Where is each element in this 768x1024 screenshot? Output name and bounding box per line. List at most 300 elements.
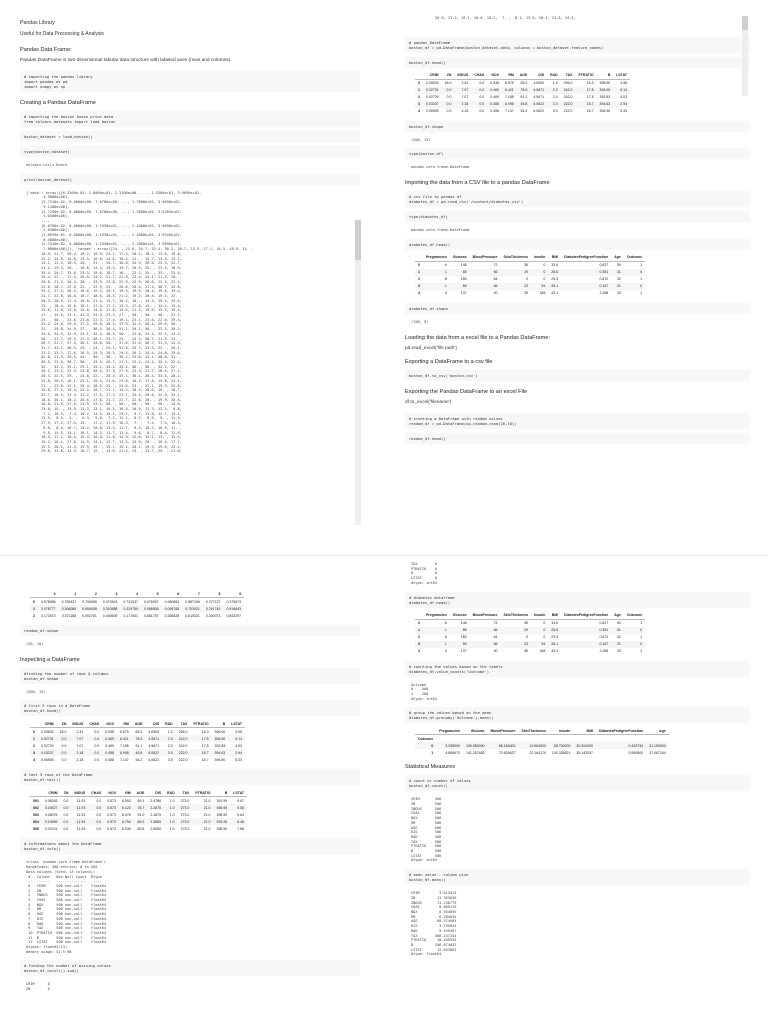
table-cell: 0.0: [61, 743, 67, 748]
table-row: [415, 290, 645, 297]
column-header: [30, 789, 42, 797]
column-header: RM: [502, 72, 517, 80]
table-cell: 0.261749: [203, 605, 224, 612]
random-head-table: [30, 590, 244, 619]
code-cell-missing[interactable]: # finding the number of missing values boston_df.isnull().sum(): [20, 960, 360, 976]
table-cell: 0.469: [487, 87, 502, 94]
row-index: 0: [418, 81, 420, 86]
table-cell: 0.286828: [164, 613, 180, 618]
table-cell: 0.0: [57, 735, 70, 742]
column-header: NOX: [102, 720, 117, 728]
row-index: 2: [418, 635, 420, 640]
row-index: 0: [415, 742, 436, 749]
inspect-heading: Inspecting a DataFrame: [20, 656, 80, 663]
row-index: 2: [418, 277, 420, 282]
table-row: [415, 641, 645, 648]
table-cell: 0.458: [105, 757, 114, 762]
table-cell: 0.0: [479, 95, 485, 100]
table-cell: 33: [616, 291, 621, 296]
dataframe-description: Pandas DataFrame is two-dimensional tabular data structure with labeled axes (rows and columns).: [20, 58, 232, 63]
table-cell: 0.04741: [44, 826, 58, 831]
table-cell: 0.377137: [205, 599, 221, 604]
notebook-panel-top-left: [20, 20, 360, 550]
column-header: 7: [182, 590, 203, 598]
row-index: 3: [415, 101, 423, 108]
table-cell: 0.0: [61, 804, 72, 811]
scrollbar-thumb[interactable]: [742, 16, 748, 30]
column-header: SkinThickness: [501, 254, 532, 262]
table-cell: 0.458: [490, 109, 499, 114]
table-cell: 66: [470, 269, 501, 276]
code-cell-random-head[interactable]: random_df.head(): [405, 433, 750, 444]
table-cell: 6.794: [119, 818, 134, 825]
table-cell: 0.429734: [596, 742, 646, 749]
table-cell: 0: [543, 621, 546, 626]
row-index: 502: [30, 804, 42, 811]
output-shape: (506, 13): [411, 137, 431, 142]
table-cell: 0.627: [599, 263, 609, 268]
table-cell: 242.0: [178, 743, 188, 748]
table-cell: 100.335821: [551, 750, 571, 755]
code-cell-read-csv[interactable]: # csv file to pandas df diabetes_df = pd.read_csv('/content/diabetes.csv'): [405, 191, 750, 207]
export-csv-heading: Exporting a DataFrame to a csv file: [405, 358, 493, 365]
table-cell: 6.998: [117, 749, 132, 756]
table-cell: 7.88: [237, 826, 244, 831]
code-cell-load[interactable]: boston_dataset = load_boston(): [20, 131, 360, 142]
table-cell: 69.1: [137, 798, 145, 803]
output-rows-cols: (506, 13): [26, 689, 46, 694]
table-cell: 11.93: [71, 804, 88, 811]
column-header: 8: [203, 590, 224, 598]
table-cell: 50: [616, 263, 621, 268]
table-cell: 64: [493, 635, 498, 640]
code-cell-value-counts[interactable]: # counting the values based on the labels diabetes_df.value_counts('Outcome'): [405, 661, 750, 677]
table-cell: 2.288: [599, 291, 609, 296]
table-cell: 7.07: [454, 87, 471, 94]
scrollbar-thumb[interactable]: [355, 220, 361, 260]
column-header: AGE: [132, 720, 146, 728]
table-cell: 2.0: [162, 735, 176, 742]
table-cell: 7.147: [505, 109, 514, 114]
table-cell: 0.06263: [44, 798, 58, 803]
table-cell: 0: [444, 291, 447, 296]
column-header: TAX: [176, 720, 191, 728]
table-cell: 21: [611, 641, 624, 648]
table-cell: 21.0: [192, 804, 213, 811]
code-cell-type-diabetes[interactable]: type(diabetes_df): [405, 211, 750, 222]
table-cell: 30.304200: [573, 742, 596, 749]
code-cell-last5[interactable]: # last 5 rows of the DataFrame boston_df.tail(): [20, 769, 360, 785]
output-missing-tail: TAX 0 PTRATIO 0 B 0 LSTAT 0 dtype: int64: [411, 562, 437, 585]
table-cell: 29: [501, 627, 532, 634]
table-cell: 273.0: [180, 812, 190, 817]
column-header: Age: [611, 612, 624, 620]
library-subtitle: Useful for Data Processing & Analysis: [20, 31, 104, 37]
table-cell: 7.147: [120, 757, 129, 762]
table-cell: 0.06076: [44, 812, 58, 817]
table-cell: 0.167: [561, 283, 611, 290]
table-cell: 94: [531, 283, 548, 290]
table-cell: 4.98: [235, 729, 243, 734]
table-cell: 0: [624, 627, 645, 634]
table-cell: 23: [501, 641, 532, 648]
table-cell: 0: [624, 269, 645, 276]
table-cell: 1.0: [169, 812, 175, 817]
table-cell: 0.573: [107, 812, 116, 817]
row-index: 4: [33, 757, 35, 762]
table-cell: 0.071186: [61, 613, 77, 618]
table-cell: 31: [611, 269, 624, 276]
table-cell: 222.0: [561, 101, 576, 108]
table-cell: 0.167: [561, 641, 611, 648]
table-cell: 0.573: [107, 798, 116, 803]
table-cell: 54.2: [520, 109, 528, 114]
column-header: RAD: [162, 720, 176, 728]
table-cell: 4.03: [620, 95, 628, 100]
export-excel-snippet: df.to_excel('filename'): [405, 399, 452, 405]
table-cell: 0.0: [61, 818, 72, 825]
column-header: 6: [162, 590, 183, 598]
table-cell: 3.0: [552, 109, 558, 114]
table-cell: 137: [460, 291, 467, 296]
table-cell: 222.0: [178, 757, 188, 762]
table-cell: 18.7: [575, 101, 596, 108]
column-header: BMI: [573, 727, 596, 735]
column-header: CHAS: [88, 789, 104, 797]
table-cell: 0.0: [442, 87, 455, 94]
row-index: 2: [33, 743, 35, 748]
table-cell: 72: [493, 621, 498, 626]
table-cell: 6.421: [117, 735, 132, 742]
table-cell: 394.63: [597, 101, 614, 108]
table-cell: 6.120: [119, 804, 134, 811]
table-cell: 0.172673: [40, 613, 56, 618]
table-cell: 1: [423, 283, 450, 290]
table-cell: 148: [460, 621, 467, 626]
table-cell: 0.00632: [425, 81, 439, 86]
table-cell: 242.0: [561, 87, 576, 94]
table-cell: 2.5050: [150, 826, 162, 831]
code-cell-boston-head[interactable]: boston_df.head(): [405, 57, 750, 68]
table-cell: 31: [611, 627, 624, 634]
table-cell: 0.0: [57, 749, 70, 756]
table-cell: 1.0: [552, 81, 558, 86]
table-row: [30, 797, 247, 805]
table-cell: 65.2: [520, 81, 528, 86]
table-cell: [549, 735, 574, 743]
table-cell: 3.0: [547, 101, 561, 108]
table-cell: 6.575: [120, 729, 129, 734]
table-cell: 0.329789: [120, 605, 141, 612]
table-cell: 0.300073: [205, 613, 221, 618]
table-cell: 43.1: [551, 649, 559, 654]
library-title: Pandas Library: [20, 20, 55, 26]
table-cell: 22.164179: [529, 750, 546, 755]
code-cell-first5[interactable]: # first 5 rows in a DataFrame boston_df.head(): [20, 700, 360, 716]
table-cell: 0.573: [104, 804, 119, 811]
table-row: [415, 627, 645, 634]
table-cell: 396.90: [216, 826, 228, 831]
code-cell-shape[interactable]: boston_df.shape: [405, 121, 750, 132]
table-cell: 2.1675: [150, 812, 162, 817]
code-cell-info[interactable]: # informations about the DataFrame boston_df.info(): [20, 838, 360, 854]
table-cell: 168: [539, 291, 546, 296]
code-cell-boston-import[interactable]: # importing the boston house price data from sklearn.datasets import load_boston: [20, 111, 360, 127]
table-cell: 0.0: [446, 109, 452, 114]
table-cell: 0.099768: [162, 605, 183, 612]
table-cell: 9.14: [228, 735, 245, 742]
table-cell: 78.9: [517, 87, 531, 94]
row-index: 0: [418, 263, 420, 268]
column-header: SkinThickness: [501, 612, 532, 620]
table-cell: 31.190000: [646, 742, 669, 749]
column-header: DIS: [147, 789, 164, 797]
table-cell: 61.1: [135, 743, 143, 748]
table-cell: 0.492605: [102, 613, 118, 618]
table-cell: 26.6: [548, 627, 561, 634]
table-cell: 0.0: [63, 812, 69, 817]
table-cell: 35: [524, 291, 529, 296]
table-cell: [518, 735, 549, 743]
table-cell: 0.0: [96, 812, 102, 817]
table-cell: 3.0: [162, 749, 176, 756]
table-cell: 94: [531, 641, 548, 648]
code-cell-type-df[interactable]: type(boston_df): [405, 148, 750, 159]
table-row: [415, 742, 669, 749]
column-header: Pregnancies: [436, 727, 463, 735]
page-scrollbar[interactable]: [742, 16, 748, 96]
table-cell: 1.0: [169, 826, 175, 831]
table-row: [30, 735, 245, 742]
column-header: LSTAT: [228, 720, 245, 728]
table-cell: 396.90: [599, 81, 611, 86]
table-cell: 6: [444, 263, 447, 268]
table-cell: 0: [543, 263, 546, 268]
column-header: [415, 612, 423, 620]
table-cell: 4.03: [235, 743, 243, 748]
code-cell-type[interactable]: type(boston_dataset): [20, 146, 360, 157]
table-cell: 28.1: [548, 641, 561, 648]
table-cell: 0.672: [599, 635, 609, 640]
table-cell: 64: [493, 277, 498, 282]
table-cell: 45.8: [132, 749, 146, 756]
column-header: 1: [59, 590, 80, 598]
table-cell: 1: [640, 635, 643, 640]
code-cell-diabetes-head[interactable]: diabetes_df.head(): [405, 239, 750, 250]
table-cell: 11.93: [71, 818, 88, 825]
output-value-counts: Outcome 0 500 1 268 dtype: int64: [411, 682, 437, 701]
table-cell: 0.0: [96, 798, 102, 803]
table-row: [415, 261, 645, 269]
table-cell: 168: [539, 649, 546, 654]
table-cell: 1.0: [164, 804, 178, 811]
table-row: [415, 94, 630, 101]
table-cell: 0.606008: [79, 605, 100, 612]
table-cell: 33.6: [551, 263, 559, 268]
column-header: B: [212, 720, 229, 728]
table-cell: 7.07: [76, 743, 84, 748]
table-cell: 0: [444, 649, 447, 654]
table-cell: 68.184000: [488, 742, 519, 749]
table-cell: 21.0: [203, 798, 211, 803]
column-header: Insulin: [549, 727, 574, 735]
row-index: 505: [33, 826, 39, 831]
table-cell: 109.980000: [463, 742, 488, 749]
table-cell: 18.0: [59, 729, 67, 734]
row-index: 1: [30, 605, 38, 612]
table-cell: 26.6: [548, 269, 561, 276]
table-cell: 89: [450, 283, 470, 290]
notebook-panel-bottom-left: [20, 560, 360, 1024]
row-index: 504: [30, 818, 42, 825]
table-cell: 6.593: [121, 798, 131, 803]
table-cell: 40: [493, 291, 498, 296]
table-cell: 2.3889: [147, 818, 164, 825]
code-cell-import[interactable]: # importing the pandas library import pandas as pd import numpy as np: [20, 71, 360, 92]
table-cell: 18.7: [586, 109, 594, 114]
table-cell: 0: [531, 269, 548, 276]
table-cell: 45.8: [517, 101, 531, 108]
code-cell-print[interactable]: print(boston_dataset): [20, 174, 360, 185]
table-cell: 0.02731: [38, 735, 57, 742]
table-row: [415, 634, 645, 641]
code-cell-diabetes-shape[interactable]: diabetes_df.shape: [405, 303, 750, 314]
table-cell: 394.63: [212, 749, 229, 756]
table-cell: [596, 735, 646, 743]
table-cell: 391.99: [216, 798, 228, 803]
table-cell: 6.0622: [145, 749, 162, 756]
column-header: LSTAT: [613, 72, 630, 80]
table-cell: 141.257463: [466, 750, 485, 755]
table-cell: 66: [470, 641, 501, 648]
table-cell: 1: [640, 291, 643, 296]
table-cell: 2.288: [599, 649, 609, 654]
column-header: Glucose: [463, 727, 488, 735]
table-cell: 40: [493, 649, 498, 654]
table-cell: 1: [640, 649, 643, 654]
output-scrollbar[interactable]: [355, 220, 361, 525]
table-cell: 0.706065: [82, 599, 97, 604]
row-index: 4: [418, 291, 420, 296]
table-cell: 0.370304: [102, 599, 118, 604]
table-cell: 0.206086: [59, 605, 80, 612]
table-cell: 17.8: [201, 743, 209, 748]
column-header: BMI: [548, 254, 561, 262]
row-index: 3: [30, 749, 38, 756]
table-cell: 8: [444, 277, 447, 282]
output-type-diabetes: pandas.core.frame.DataFrame: [411, 228, 470, 233]
table-cell: 1: [640, 621, 643, 626]
code-cell-groupby[interactable]: # group the values based on the mean diabetes_df.groupby('Outcome').mean(): [405, 707, 750, 723]
code-cell-rows-cols[interactable]: #finding the number of rows & columns boston_df.shape: [20, 668, 360, 684]
table-cell: 0.03237: [423, 101, 442, 108]
code-cell-count[interactable]: # count or number of values boston_df.count(): [405, 775, 750, 791]
code-cell-random-shape[interactable]: random_df.shape: [20, 625, 360, 636]
table-cell: 392.83: [599, 95, 611, 100]
table-cell: 0.177601: [123, 613, 138, 618]
output-type: sklearn.utils.Bunch: [26, 163, 68, 167]
table-cell: 0.753921: [182, 605, 203, 612]
excel-heading: Loading the data from a excel file to a Pandas DataFrame:: [405, 334, 550, 341]
table-cell: 0.0: [94, 729, 100, 734]
table-cell: 11.93: [76, 798, 86, 803]
table-cell: 0.06905: [425, 109, 439, 114]
table-cell: 15.3: [586, 81, 594, 86]
table-cell: 0.10959: [42, 818, 61, 825]
code-cell-diabetes-df[interactable]: # diabetes dataframe diabetes_df.head(): [405, 592, 750, 608]
code-cell-random[interactable]: # creating a DataFrame with random values random_df = pd.DataFrame(np.random.rand(20,10)): [405, 413, 750, 429]
column-header: [415, 254, 423, 262]
table-cell: 0: [543, 635, 546, 640]
row-index: 1: [415, 627, 423, 634]
table-cell: 9.08: [230, 804, 247, 811]
table-cell: 89.3: [134, 818, 148, 825]
table-cell: 70.824627: [498, 750, 516, 755]
table-cell: 0.627: [599, 621, 609, 626]
table-cell: 3.0: [167, 757, 173, 762]
column-header: PTRATIO: [192, 789, 213, 797]
table-cell: 4.0900: [533, 81, 545, 86]
table-cell: 23: [501, 283, 532, 290]
output-count: CRIM 506 ZN 506 INDUS 506 CHAS 506 NOX 506 RM 506 AGE 506 DIS 506 RAD 506 TAX 506 PTRATIO 506 B 506 LSTAT 506 dtype: int64: [411, 797, 442, 863]
notebook-panel-bottom-right: [405, 560, 750, 1024]
table-cell: 0.375573: [226, 599, 242, 604]
table-row: [415, 749, 669, 756]
table-cell: 28.1: [548, 283, 561, 290]
output-missing: CRIM 0 ZN 0: [26, 982, 50, 992]
column-header: 4: [120, 590, 141, 598]
table-cell: 273.0: [178, 804, 193, 811]
code-cell-boston-df[interactable]: # pandas DataFrame boston_df = pd.DataFrame(boston_dataset.data, columns = boston_dataset.feature_names): [405, 37, 750, 53]
column-header: Outcome: [624, 612, 645, 620]
table-row: [415, 619, 645, 627]
table-cell: 2.0: [167, 743, 173, 748]
notebook-panel-top-right: [405, 14, 750, 550]
table-cell: 21.0: [203, 826, 211, 831]
dataframe-heading: Pandas Data Frame:: [20, 47, 72, 53]
table-row: [30, 811, 247, 818]
output-print: {'data': array([[6.3200e-03, 1.8000e+01, 2.3100e+00, ..., 1.5300e+01, 3.9690e+02, 4.9800e+00], [2.7310e-02, 0.0000e+00, 7.0700e+00, ..., 1.7800e+01, 3.9690e+02, 9.1400e+00], [2.7290e-02, 0.0000e+00, 7.0700e+00, ..., 1.7800e+01, 3.9283e+02, 4.0300e+00], ..., [6.0760e-02, 0.0000e+00, 1.1930e+01, ..., 2.1000e+01, 3.9690e+02, 5.6400e+00], [1.0959e-01, 0.0000e+00, 1.1930e+01, ..., 2.1000e+01, 3.9345e+02, 6.4800e+00], [4.7410e-02, 0.0000e+00, 1.1930e+01, ..., 2.1000e+01, 3.9690e+02, 7.8800e+00]]), 'target': array([24. , 21.6, 34.7, 33.4, 36.2, 28.7, 22.9, 27.1, 16.5, 18.9, 15. , 18.9, 21.7, 20.4, 18.2, 19.9, 23.1, 17.5, 20.2, 18.2, 13.6, 19.6, 15.2, 14.5, 15.6, 13.9, 16.6, 14.8, 18.4, 21. , 12.7, 14.5, 13.2, 13.1, 13.5, 18.9, 20. , 21. , 24.7, 30.8, 34.9, 26.6, 25.3, 24.7, 21.2, 19.3, 20. , 16.6, 14.4, 19.4, 19.7, 20.5, 25. , 23.4, 18.9, 35.4, 24.7, 31.6, 23.3, 19.6, 18.7, 16. , 22.2, 25. , 33. , 23.5, 19.4, 22. , 17.4, 20.9, 24.2, 21.7, 22.8, 23.4, 24.1, 21.4, 20. , 20.8, 21.2, 20.3, 28. , 23.9, 24.8, 22.9, 23.9, 26.6, 22.5, 22.2, 23.6, 28.7, 22.6, 22. , 22.9, 25. , 20.6, 28.4, 21.4, 38.7, 43.8, 33.2, 27.5, 26.5, 18.6, 19.3, 20.1, 19.5, 19.5, 20.4, 19.8, 19.4, 21.7, 22.8, 18.8, 18.7, 18.5, 18.3, 21.2, 19.2, 20.4, 19.3, 22. , 20.3, 20.5, 17.3, 18.8, 21.4, 15.7, 16.2, 18. , 14.3, 19.2, 19.6, 23. , 18.4, 15.6, 18.1, 17.4, 17.1, 13.3, 17.8, 14. , 14.4, 13.4, 15.6, 11.8, 13.8, 15.6, 14.6, 17.8, 15.4, 21.5, 19.6, 15.3, 19.4, 17. , 15.6, 13.1, 41.3, 24.3, 23.3, 27. , 50. , 50. , 50. , 22.7, 25. , 50. , 23.8, 23.8, 22.3, 17.4, 19.1, 23.1, 23.6, 22.6, 29.4, 23.2, 24.6, 29.9, 37.2, 39.8, 36.2, 37.9, 32.5, 26.4, 29.6, 50. , 32. , 29.8, 34.9, 37. , 30.5, 36.4, 31.1, 29.1, 50. , 33.3, 30.3, 34.6, 34.9, 32.9, 24.1, 42.3, 48.5, 50. , 22.6, 24.4, 22.5, 24.4, 20. , 21.7, 19.3, 22.4, 28.1, 23.7, 25. , 23.3, 28.7, 21.5, 23. , 26.7, 21.7, 27.5, 30.1, 44.8, 50. , 37.6, 31.6, 46.7, 31.5, 24.3, 31.7, 41.7, 48.3, 29. , 24. , 25.1, 31.5, 23.7, 23.3, 22. , 20.1, 22.2, 23.7, 17.6, 18.5, 24.3, 20.5, 24.5, 26.2, 24.4, 24.8, 29.6, 42.8, 21.9, 20.9, 44. , 50. , 36. , 30.1, 33.8, 43.1, 48.8, 31. , 36.5, 22.8, 30.7, 50. , 43.5, 20.7, 21.1, 25.2, 24.4, 35.2, 32.4, 32. , 33.2, 33.1, 29.1, 35.1, 45.4, 35.4, 46. , 50. , 32.2, 22. , 20.1, 23.2, 22.3, 24.8, 28.5, 37.3, 27.9, 23.9, 21.7, 28.6, 27.1, 20.3, 22.5, 29. , 24.8, 22. , 26.4, 33.1, 36.1, 28.4, 33.4, 28.2, 22.8, 20.3, 16.1, 22.1, 19.4, 21.6, 23.8, 16.2, 17.8, 19.8, 23.1, 21. , 23.8, 23.1, 20.4, 18.5, 25. , 24.6, 23. , 22.2, 19.3, 22.6, 19.8, 17.1, 19.4, 22.2, 20.7, 21.1, 19.5, 18.5, 20.6, 19. , 18.7, 32.7, 16.5, 23.9, 31.2, 17.5, 17.2, 23.1, 24.5, 26.6, 22.9, 24.1, 18.6, 30.1, 18.2, 20.6, 17.8, 21.7, 22.7, 22.6, 25. , 19.9, 20.8, 16.8, 21.9, 27.5, 21.9, 23.1, 50. , 50. , 50. , 50. , 50. , 13.8, 13.8, 15. , 13.9, 13.3, 13.1, 10.2, 10.4, 10.9, 11.3, 12.3, 8.8, 7.2, 10.5, 7.4, 10.2, 11.5, 15.1, 23.2, 9.7, 13.8, 12.7, 13.1, 12.5, 8.5, 5. , 6.3, 5.6, 7.2, 12.1, 8.3, 8.5, 5. , 11.9, 27.9, 17.2, 27.5, 15. , 17.2, 17.9, 16.3, 7. , 7.2, 7.5, 10.4, 8.8, 8.4, 16.7, 14.2, 20.8, 13.4, 11.7, 8.3, 10.2, 10.9, 11. , 9.5, 14.5, 14.1, 16.1, 14.3, 11.7, 13.4, 9.6, 8.7, 8.4, 12.8, 10.5, 17.1, 18.4, 15.4, 10.8, 11.8, 14.9, 12.6, 14.1, 13. , 13.4, 15.2, 16.1, 17.8, 14.9, 14.1, 12.7, 13.5, 14.9, 20. , 16.4, 17.7, 19.5, 20.2, 21.4, 19.9, 19. , 19.1, 19.1, 20.1, 19.9, 19.6, 23.2, 29.8, 13.8, 13.3, 16.7, 12. , 14.6, 21.4, 23. , 23.7, 25. , 21.8,: [26, 190, 254, 454]
table-cell: 15.3: [201, 729, 209, 734]
table-cell: 0.0: [479, 109, 485, 114]
table-cell: 6: [444, 621, 447, 626]
table-cell: 6.998: [502, 101, 517, 108]
table-row: [30, 804, 247, 811]
quadrant-divider: [0, 555, 768, 556]
table-cell: 6.0622: [148, 757, 160, 762]
table-cell: 396.90: [214, 804, 231, 811]
table-cell: 0.02729: [40, 743, 54, 748]
groupby-table: [415, 727, 669, 756]
column-header: Age: [611, 254, 624, 262]
code-cell-to-csv[interactable]: boston_df.to_csv('boston.csv'): [405, 370, 750, 381]
table-cell: 0.0: [96, 826, 102, 831]
table-cell: 0.0: [446, 95, 452, 100]
code-cell-mean[interactable]: # mean value - column wise boston_df.mean(): [405, 869, 750, 885]
table-cell: 11.93: [76, 826, 86, 831]
diabetes-head-table-2: [415, 612, 645, 655]
column-header: Pregnancies: [423, 254, 450, 262]
table-cell: 0.469: [490, 95, 499, 100]
table-cell: 0.843297: [226, 613, 242, 618]
table-cell: 4.9671: [533, 95, 545, 100]
column-header: 5: [141, 590, 162, 598]
table-cell: 183: [460, 277, 467, 282]
table-cell: 242.0: [563, 95, 573, 100]
column-header: CRIM: [423, 72, 442, 80]
table-cell: 0.681757: [144, 613, 159, 618]
output-diabetes-shape: (768, 9): [411, 319, 429, 324]
